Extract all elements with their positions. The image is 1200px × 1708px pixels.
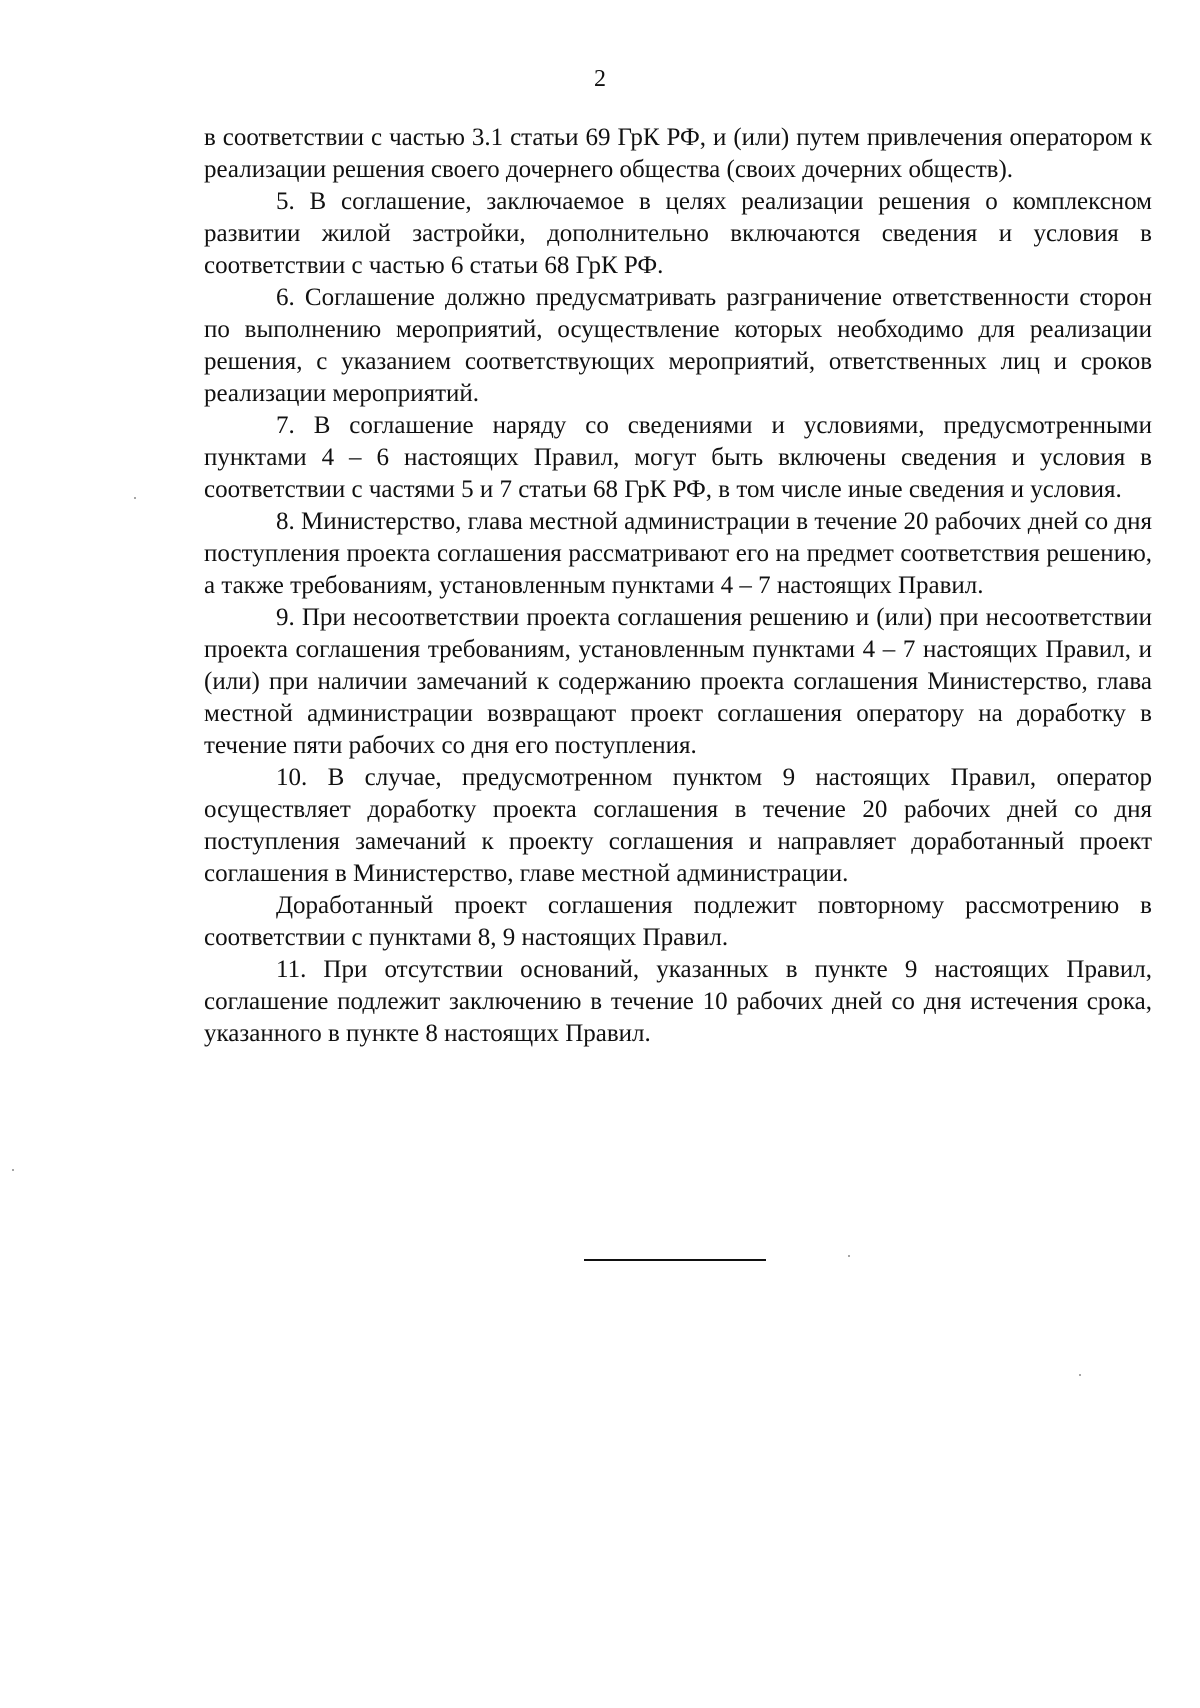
end-of-text-rule [584, 1259, 766, 1261]
document-body [204, 122, 1152, 1050]
paragraph-continuation: в соответствии с частью 3.1 статьи 69 ГрК РФ, и (или) путем привлечения оператором к реализации решения своего дочернего общества (своих дочерних обществ). [204, 124, 1152, 183]
paragraph-item-8: 8. Министерство, глава местной администрации в течение 20 рабочих дней со дня поступления проекта соглашения рассматривают его на предмет соответствия решению, а также требованиям, установленным пунктами 4 – 7 настоящих Правил. [204, 508, 1152, 599]
paragraph-item-6: 6. Соглашение должно предусматривать разграничение ответственности сторон по выполнению мероприятий, осуществление которых необходимо для реализации решения, с указанием соответствующих мероприятий, ответственных лиц и сроков реализации мероприятий. [204, 284, 1152, 407]
scan-speck [134, 497, 136, 499]
paragraph-item-7: 7. В соглашение наряду со сведениями и условиями, предусмотренными пунктами 4 – 6 настоящих Правил, могут быть включены сведения и условия в соответствии с частями 5 и 7 статьи 68 ГрК РФ, в том числе иные сведения и условия. [204, 412, 1152, 503]
paragraph-item-9: 9. При несоответствии проекта соглашения решению и (или) при несоответствии проекта соглашения требованиям, установленным пунктами 4 – 7 настоящих Правил, и (или) при наличии замечаний к содержанию проекта соглашения Министерство, глава местной администрации возвращают проект соглашения оператору на доработку в течение пяти рабочих со дня его поступления. [204, 604, 1152, 759]
paragraph-item-5: 5. В соглашение, заключаемое в целях реализации решения о комплексном развитии жилой застройки, дополнительно включаются сведения и условия в соответствии с частью 6 статьи 68 ГрК РФ. [204, 188, 1152, 279]
paragraph-item-10: 10. В случае, предусмотренном пунктом 9 настоящих Правил, оператор осуществляет доработку проекта соглашения в течение 20 рабочих дней со дня поступления замечаний к проекту соглашения и направляет доработанный проект соглашения в Министерство, главе местной администрации. [204, 764, 1152, 887]
scan-speck [1079, 1374, 1081, 1376]
page-number: 2 [594, 66, 606, 92]
scan-speck [848, 1255, 850, 1257]
paragraph-item-11: 11. При отсутствии оснований, указанных в пункте 9 настоящих Правил, соглашение подлежит заключению в течение 10 рабочих дней со дня истечения срока, указанного в пункте 8 настоящих Правил. [204, 956, 1152, 1047]
paragraph-item-10-continued: Доработанный проект соглашения подлежит повторному рассмотрению в соответствии с пунктами 8, 9 настоящих Правил. [204, 892, 1152, 951]
scan-speck [12, 1169, 14, 1171]
